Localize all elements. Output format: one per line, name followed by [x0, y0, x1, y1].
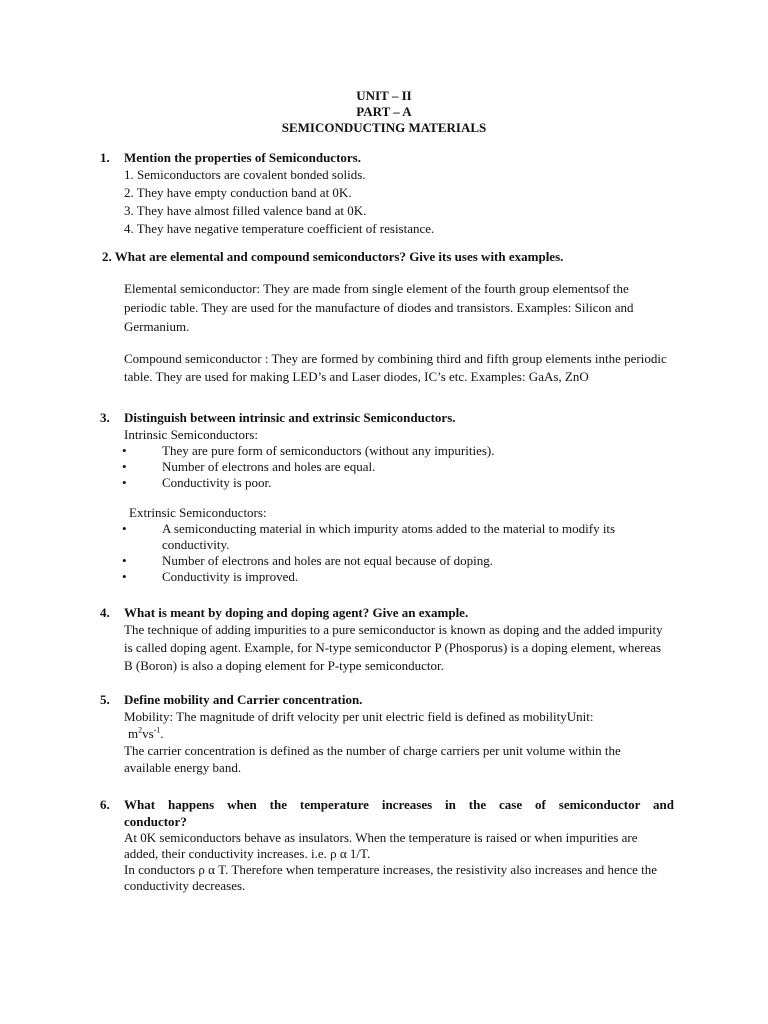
- question-text-continued: conductor?: [124, 814, 187, 829]
- question-text: Distinguish between intrinsic and extrinsic Semiconductors.: [124, 410, 456, 425]
- question-text: Define mobility and Carrier concentration.: [124, 692, 363, 707]
- question-text: Mention the properties of Semiconductors.: [124, 150, 361, 165]
- answer-line: 4. They have negative temperature coefficient of resistance.: [124, 221, 435, 236]
- question-4: [100, 604, 678, 675]
- unit-heading: UNIT – II: [356, 88, 412, 103]
- question-2: [102, 248, 692, 386]
- part-heading: PART – A: [356, 104, 412, 119]
- carrier-definition: The carrier concentration is defined as the number of charge carriers per unit volume within the available energy band.: [124, 743, 621, 775]
- extrinsic-label: Extrinsic Semiconductors:: [129, 505, 267, 520]
- question-1: [100, 149, 678, 238]
- question-number: 3.: [100, 410, 110, 425]
- answer-line: 3. They have almost filled valence band at 0K.: [124, 203, 367, 218]
- question-text: What is meant by doping and doping agent? Give an example.: [124, 605, 469, 620]
- document-header: [0, 88, 768, 136]
- mobility-definition: Mobility: The magnitude of drift velocity per unit electric field is defined as mobilityUnit:: [124, 709, 594, 724]
- answer-4: The technique of adding impurities to a pure semiconductor is known as doping and the added impurity is called doping agent. Example, for N-type semiconductor P (Phosporus) is a doping element, whereas B (Boron) is also a doping element for P-type semiconductor.: [124, 622, 663, 673]
- question-3: [100, 409, 678, 585]
- list-item: • Number of electrons and holes are equal.: [122, 459, 376, 474]
- compound-paragraph: Compound semiconductor : They are formed by combining third and fifth group elements inthe periodic table. They are used for making LED’s and Laser diodes, IC’s etc. Examples: GaAs, ZnO: [124, 351, 667, 384]
- mobility-unit: $m^2vs^{-1}$.: [128, 725, 164, 741]
- list-item: • Number of electrons and holes are not equal because of doping.: [122, 553, 494, 568]
- answer-1: [124, 166, 678, 238]
- question-text: 2. What are elemental and compound semiconductors? Give its uses with examples.: [102, 249, 564, 264]
- title-heading: SEMICONDUCTING MATERIALS: [281, 120, 487, 135]
- list-item: • Conductivity is improved.: [122, 569, 299, 584]
- question-number: 4.: [100, 605, 110, 620]
- list-item: • They are pure form of semiconductors (without any impurities).: [122, 443, 495, 458]
- question-6: [100, 796, 678, 894]
- elemental-paragraph: Elemental semiconductor: They are made from single element of the fourth group elementsof the periodic table. They are used for the manufacture of diodes and transistors. Examples: Silicon and Germanium.: [124, 281, 634, 334]
- list-item: • A semiconducting material in which impurity atoms added to the material to modify its conductivity.: [122, 521, 616, 552]
- list-item: • Conductivity is poor.: [122, 475, 272, 490]
- answer-6-conductor: In conductors ρ α T. Therefore when temperature increases, the resistivity also increases and hence the conductivity decreases.: [124, 862, 657, 893]
- answer-line: 1. Semiconductors are covalent bonded solids.: [124, 167, 366, 182]
- intrinsic-label: Intrinsic Semiconductors:: [124, 427, 258, 442]
- question-number: 5.: [100, 692, 110, 707]
- question-5: [100, 691, 678, 776]
- answer-line: 2. They have empty conduction band at 0K.: [124, 185, 352, 200]
- answer-6-semiconductor: At 0K semiconductors behave as insulators. When the temperature is raised or when impurities are added, their conductivity increases. i.e. ρ α 1/T.: [124, 830, 638, 861]
- extrinsic-list: [100, 521, 678, 585]
- intrinsic-list: [100, 443, 678, 491]
- question-number: 1.: [100, 150, 110, 165]
- question-text: What happens when the temperature increases in the case of semiconductor and: [124, 797, 674, 812]
- question-number: 6.: [100, 797, 110, 812]
